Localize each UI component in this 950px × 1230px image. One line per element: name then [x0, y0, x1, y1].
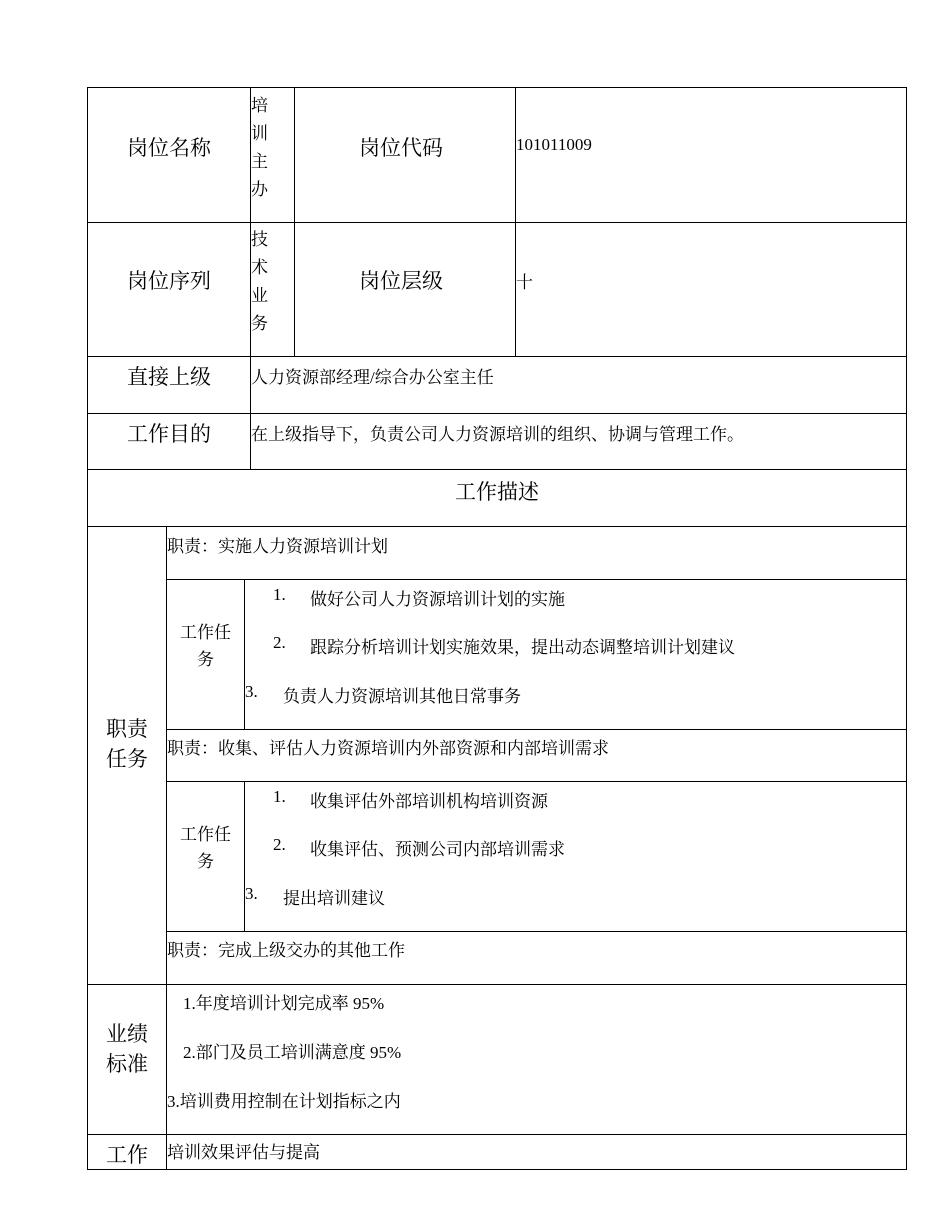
performance-label: 业绩 标准 — [106, 1022, 148, 1076]
duty-1-title: 职责：实施人力资源培训计划 — [167, 537, 388, 556]
position-name-label: 岗位名称 — [127, 136, 211, 160]
duty-2-title: 职责：收集、评估人力资源培训内外部资源和内部培训需求 — [167, 739, 609, 758]
duty-1-task-label: 工作任 务 — [180, 623, 231, 669]
description-title: 工作描述 — [455, 480, 539, 504]
purpose-label: 工作目的 — [127, 422, 211, 446]
duty-2-task-2: 收集评估、预测公司内部培训需求 — [310, 840, 565, 859]
duty-1-task-3-num: 3. — [245, 682, 258, 701]
position-level-label: 岗位层级 — [359, 269, 443, 293]
duty-1-task-2: 跟踪分析培训计划实施效果，提出动态调整培训计划建议 — [310, 638, 735, 657]
duty-2-task-3: 提出培训建议 — [283, 889, 385, 908]
work-label: 工作 — [106, 1143, 148, 1167]
position-series-label: 岗位序列 — [127, 269, 211, 293]
performance-item-2: 2.部门及员工培训满意度 95% — [183, 1043, 402, 1062]
duty-2-task-3-num: 3. — [245, 884, 258, 903]
duty-2-task-1: 收集评估外部培训机构培训资源 — [310, 792, 548, 811]
performance-item-1: 1.年度培训计划完成率 95% — [183, 994, 385, 1013]
duty-3-title: 职责：完成上级交办的其他工作 — [167, 941, 405, 960]
duty-1-task-2-num: 2. — [273, 633, 286, 652]
position-level-value: 十 — [516, 273, 533, 292]
duty-2-task-label: 工作任 务 — [180, 825, 231, 871]
duty-1-task-1-num: 1. — [273, 585, 286, 604]
position-series-value: 技 术 业 务 — [251, 230, 268, 333]
supervisor-label: 直接上级 — [127, 365, 211, 389]
position-name-value: 培 训 主 办 — [251, 96, 268, 199]
position-code-value: 101011009 — [516, 135, 592, 154]
duty-1-task-1: 做好公司人力资源培训计划的实施 — [310, 590, 565, 609]
duties-side-label-line1: 职责 — [106, 717, 148, 741]
performance-item-3: 3.培训费用控制在计划指标之内 — [167, 1092, 401, 1111]
work-value: 培训效果评估与提高 — [167, 1143, 320, 1162]
duty-2-task-1-num: 1. — [273, 787, 286, 806]
duties-side-label-line2: 任务 — [106, 747, 148, 771]
purpose-value: 在上级指导下，负责公司人力资源培训的组织、协调与管理工作。 — [251, 425, 744, 444]
position-code-label: 岗位代码 — [359, 136, 443, 160]
duties-side-label — [87, 714, 167, 774]
duty-1-task-3: 负责人力资源培训其他日常事务 — [283, 687, 521, 706]
duty-2-task-2-num: 2. — [273, 835, 286, 854]
supervisor-value: 人力资源部经理/综合办公室主任 — [251, 368, 494, 387]
